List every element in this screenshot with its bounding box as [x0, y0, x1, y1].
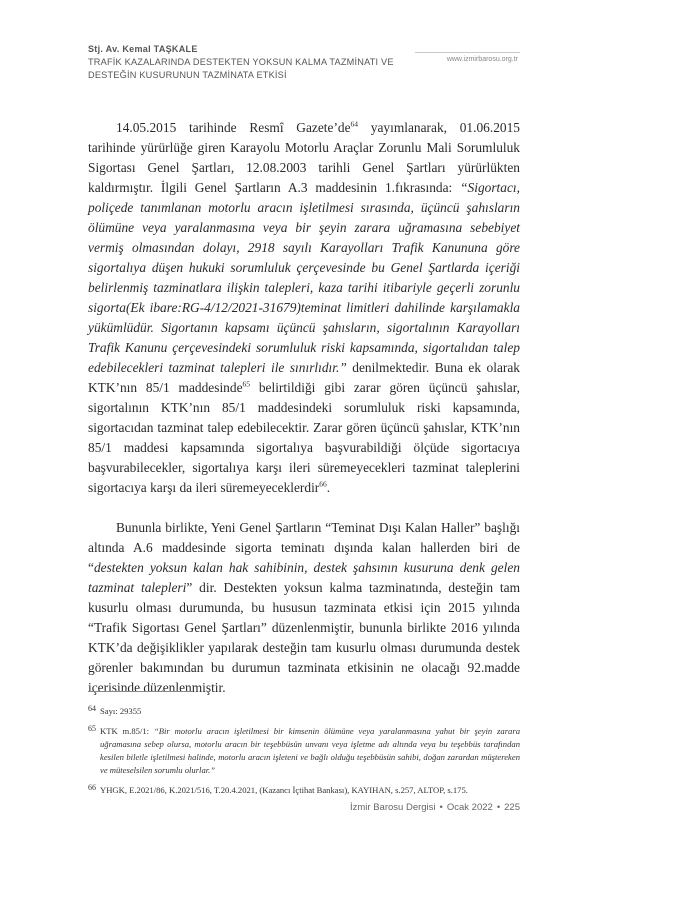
paragraph-2	[88, 518, 520, 698]
footnote-66	[88, 784, 520, 797]
footnote-number: 66	[88, 783, 96, 792]
footnote-ref-64[interactable]: 64	[350, 119, 359, 129]
p1-text-3: denilmektedir. Buna ek olarak KTK’nın 85/1 maddesinde	[88, 360, 520, 395]
footnotes	[88, 705, 520, 804]
footnote-number: 65	[88, 724, 96, 733]
p1-quote: “Sigortacı, poliçede tanımlanan motorlu aracın işletilmesi sırasında, üçüncü şahısların ölümüne veya yaralanmasına veya bir şeyin zarara uğramasına sebebiyet vermiş olmasından dolayı, 2918 sayılı Karayolları Trafik Kanununa göre sigortalıya düşen hukuki sorumluluk çerçevesinde bu Genel Şartlarda içeriği belirlenmiş tazminatlara ilişkin talepleri, kaza tarihi itibariyle geçerli zorunlu sigorta(Ek ibare:RG-4/12/2021-31679)teminat limitleri dahilinde karşılamakla yükümlüdür. Sigortanın kapsamı üçüncü şahısların, sigortalının Karayolları Trafik Kanunu çerçevesindeki sorumluluk riski kapsamında, sigortalıdan talep edebilecekleri tazminat talepleri ile sınırlıdır.”	[88, 180, 520, 375]
footnote-ref-65[interactable]: 65	[242, 379, 251, 389]
footnote-text: YHGK, E.2021/86, K.2021/516, T.20.4.2021, (Kazancı İçtihat Bankası), KAYIHAN, s.257, ALTOP, s.175.	[100, 785, 468, 795]
footnote-ref-66[interactable]: 66	[319, 479, 327, 489]
header-rule	[415, 52, 520, 53]
article-title-line-2: DESTEĞİN KUSURUNUN TAZMİNATA ETKİSİ	[88, 69, 287, 80]
paragraph-1	[88, 118, 520, 498]
footnote-lead: KTK m.85/1:	[100, 726, 154, 736]
footnote-number: 64	[88, 704, 96, 713]
article-title-line-1: TRAFİK KAZALARINDA DESTEKTEN YOKSUN KALMA TAZMİNATI VE	[88, 57, 394, 67]
p2-quote: destekten yoksun kalan hak sahibinin, destek şahsının kusuruna denk gelen tazminat talepleri	[88, 560, 520, 595]
footer-separator: •	[496, 802, 501, 813]
p2-text-1: Bununla birlikte, Yeni Genel Şartların “Teminat Dışı Kalan Haller” başlığı altında A.6 maddesinde sigorta teminatı dışında kalan hallerden biri de “	[88, 520, 520, 575]
p2-text-2: ” dir. Destekten yoksun kalma tazminatında, desteğin tam kusurlu olması durumunda, bu hususun tazminata etkisi için 2015 yılında “Trafik Sigortası Genel Şartları” düzenlenmiştir, bununla birlikte 2016 yılında KTK’da değişiklikler yapılarak desteğin tam kusurlu olması durumunda destek görenler bakımından bu durumun tazminata etkisinin ne olacağı 92.madde içerisinde düzenlenmiştir.	[88, 580, 520, 695]
page-footer	[300, 802, 520, 813]
footer-separator: •	[439, 802, 443, 813]
p1-text-1: 14.05.2015 tarihinde Resmî Gazete’de	[116, 120, 351, 135]
p1-text-5: .	[326, 480, 331, 495]
footnote-separator	[88, 691, 193, 692]
p1-text-2: yayımlanarak, 01.06.2015 tarihinde yürürlüğe giren Karayolu Motorlu Araçlar Zorunlu Mali Sorumluluk Sigortası Genel Şartları, 12.08.2003 tarihli Genel Şartları yürürlükten kaldırmıştır. İlgili Genel Şartların A.3 maddesinin 1.fıkrasında:	[88, 120, 520, 195]
issue-date: Ocak 2022	[446, 802, 493, 813]
journal-name: İzmir Barosu Dergisi	[350, 802, 436, 813]
footnote-65	[88, 725, 520, 777]
footnote-quote: “Bir motorlu aracın işletilmesi bir kimsenin ölümüne veya yaralanmasına yahut bir şeyin zarara uğramasına sebep olursa, motorlu aracın bir teşebbüsün unvanı veya işletme adı altında veya bu teşebbüs tarafından kesilen biletle işletilmesi halinde, motorlu aracın işleteni ve bağlı olduğu teşebbüsün sahibi, doğan zarardan müştereken ve müteselsilen sorumlu olurlar.”	[100, 726, 520, 775]
footnote-64	[88, 705, 520, 718]
footnote-text	[100, 725, 520, 777]
body-text	[88, 118, 520, 698]
page-number: 225	[504, 802, 520, 813]
footnote-text: Sayı: 29355	[100, 706, 142, 716]
website-url: www.izmirbarosu.org.tr	[446, 56, 518, 63]
author-name: Stj. Av. Kemal TAŞKALE	[88, 44, 198, 54]
p1-text-4: belirtildiği gibi zarar gören üçüncü şahıslar, sigortalının KTK’nın 85/1 maddesindeki sorumluluk riski kapsamında, sigortacıdan tazminat talep edebilecektir. Zarar gören üçüncü şahıslar, KTK’nın 85/1 maddesi kapsamında sigortalıya başvurabildiği ölçüde sigortacıya başvurabilecekler, sigortalıya karşı ileri süremeyecekleri tazminat taleplerini sigortacıya karşı da ileri süremeyeceklerdir	[88, 380, 520, 495]
